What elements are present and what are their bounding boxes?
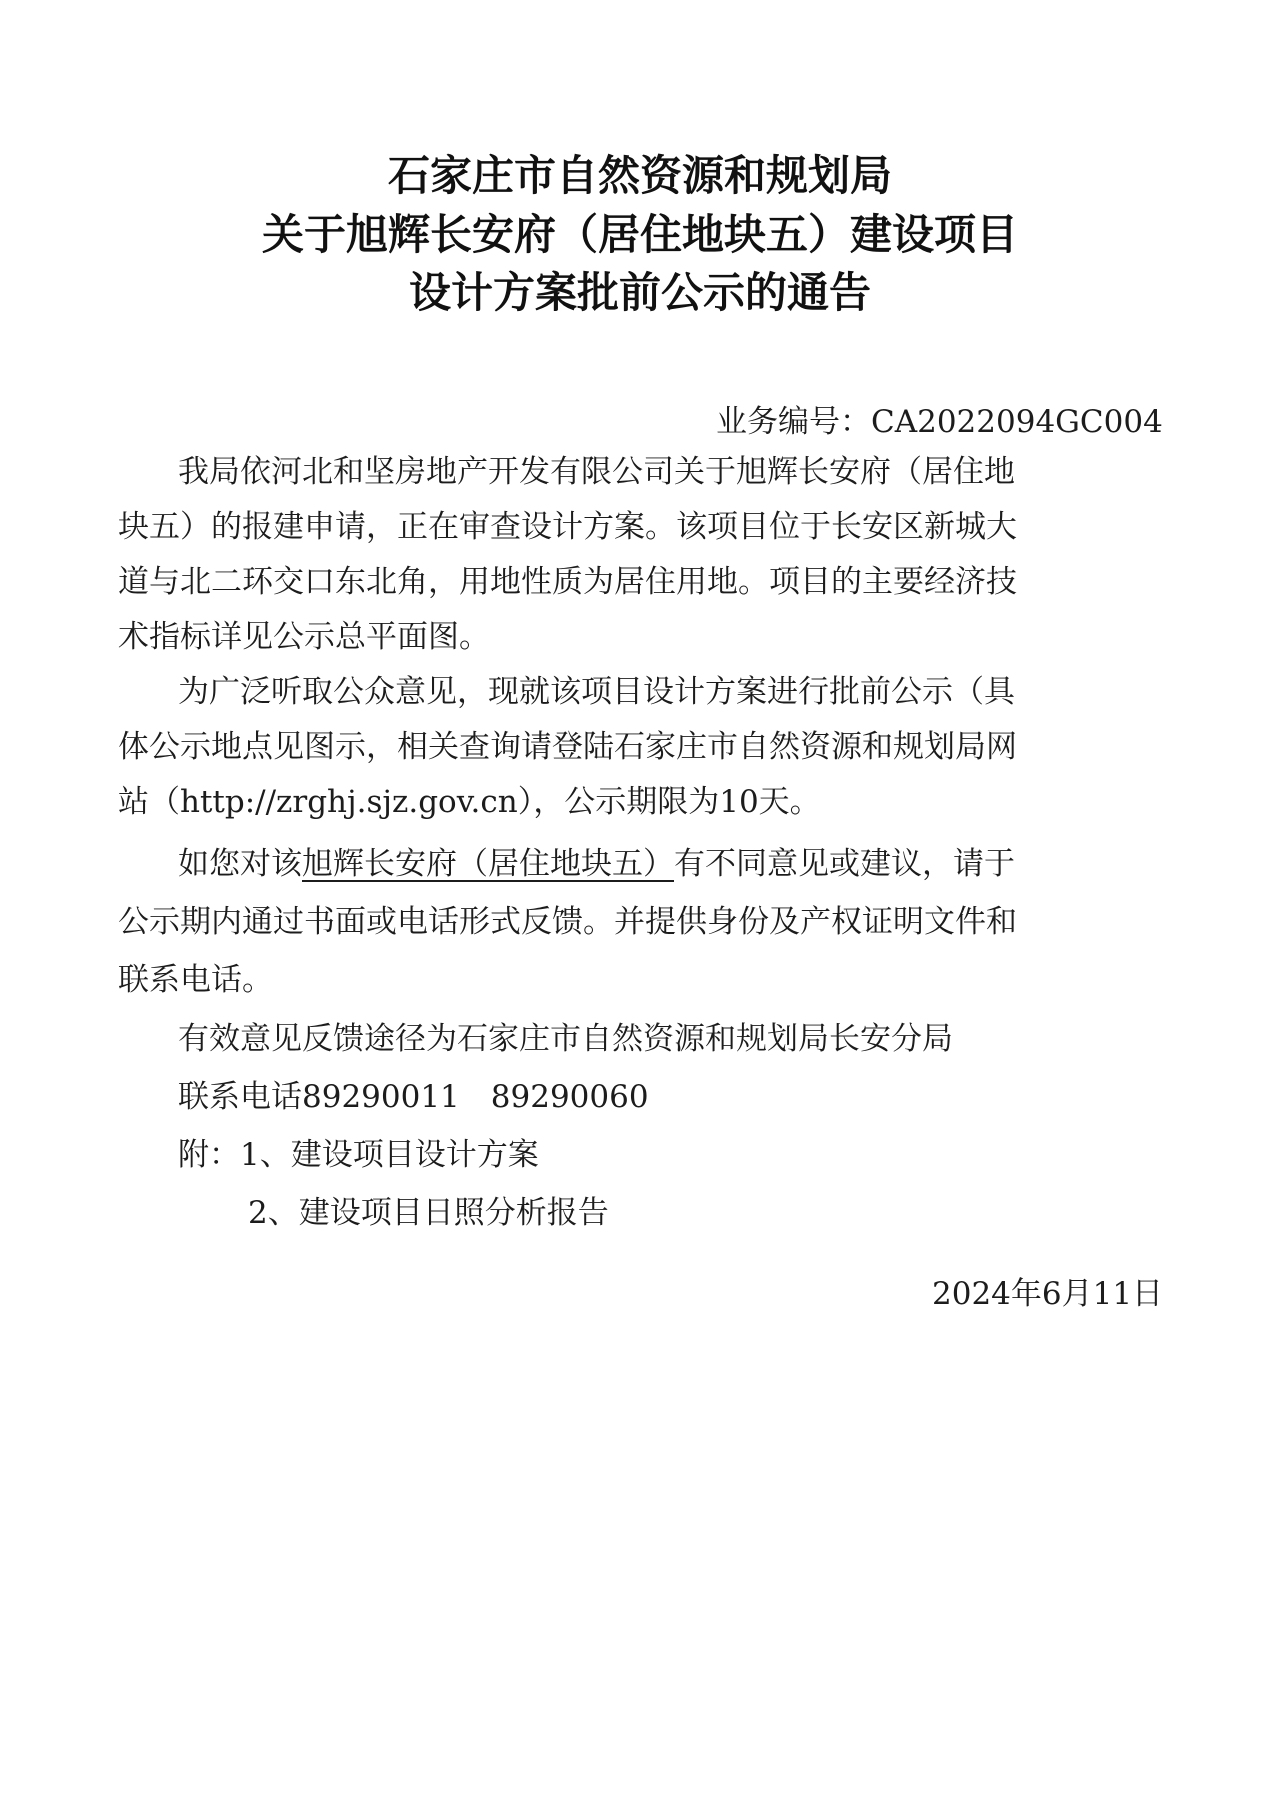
feedback-channel: 有效意见反馈途径为石家庄市自然资源和规划局长安分局: [178, 1021, 953, 1057]
paragraph-1-line-2: 块五）的报建申请，正在审查设计方案。该项目位于长安区新城大: [118, 509, 1017, 545]
paragraph-1-line-3: 道与北二环交口东北角，用地性质为居住用地。项目的主要经济技: [118, 564, 1017, 600]
contact-phone: 联系电话89290011 89290060: [178, 1079, 649, 1115]
paragraph-2-line-2: 体公示地点见图示，相关查询请登陆石家庄市自然资源和规划局网: [118, 729, 1017, 765]
notice-date: 2024年6月11日: [932, 1276, 1164, 1312]
attachment-1: 附：1、建设项目设计方案: [178, 1137, 539, 1173]
paragraph-3-suffix: 有不同意见或建议，请于: [674, 846, 1015, 882]
paragraph-2-line-1: 为广泛听取公众意见，现就该项目设计方案进行批前公示（具: [178, 674, 1015, 710]
paragraph-2-line-3: 站（http://zrghj.sjz.gov.cn），公示期限为10天。: [118, 784, 821, 820]
paragraph-3-prefix: 如您对该: [178, 846, 302, 882]
paragraph-3-line-1: [178, 838, 1015, 883]
business-number: 业务编号：CA2022094GC004: [716, 404, 1163, 440]
paragraph-1-line-1: 我局依河北和坚房地产开发有限公司关于旭辉长安府（居住地: [178, 454, 1015, 490]
title-line-3: 设计方案批前公示的通告: [408, 268, 871, 317]
paragraph-3-line-3: 联系电话。: [118, 962, 273, 998]
title-line-2: 关于旭辉长安府（居住地块五）建设项目: [261, 210, 1018, 259]
paragraph-1-line-4: 术指标详见公示总平面图。: [118, 619, 490, 655]
title-line-1: 石家庄市自然资源和规划局: [387, 151, 892, 200]
paragraph-3-line-2: 公示期内通过书面或电话形式反馈。并提供身份及产权证明文件和: [118, 904, 1017, 940]
attachment-2: 2、建设项目日照分析报告: [248, 1195, 609, 1231]
project-name-underlined: 旭辉长安府（居住地块五）: [302, 846, 674, 882]
